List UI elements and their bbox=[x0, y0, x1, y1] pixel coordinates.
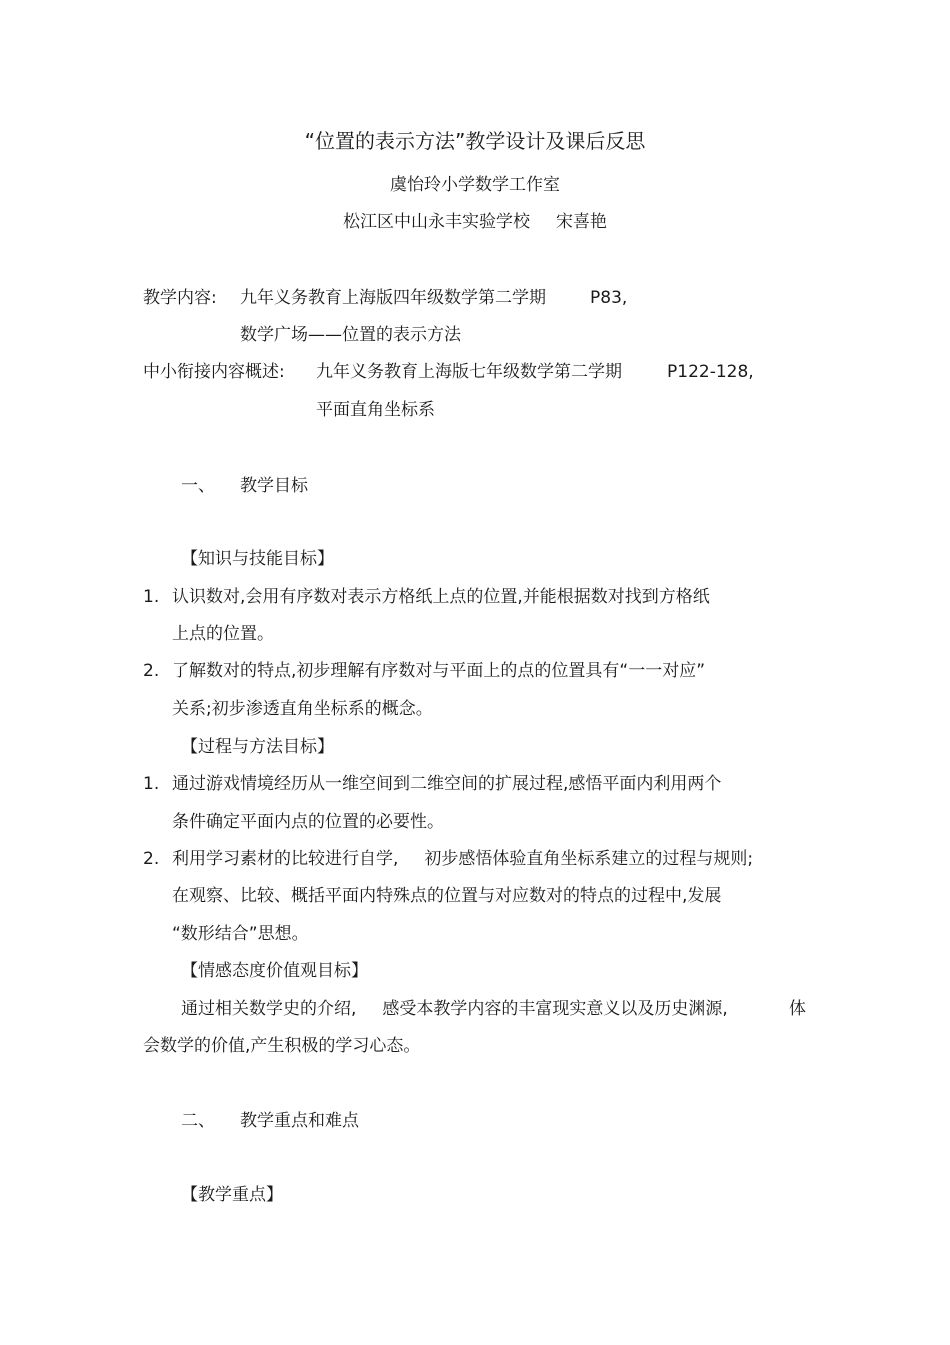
process-item-2-line1 bbox=[172, 851, 753, 868]
author-name: 宋喜艳 bbox=[556, 212, 607, 232]
emotion-line2: 会数学的价值,产生积极的学习心态。 bbox=[143, 1036, 421, 1056]
bridge-line1-page: P122-128, bbox=[667, 362, 754, 382]
emotion-line1-end: 体 bbox=[789, 999, 806, 1019]
process-item-2-line1-part2: 初步感悟体验直角坐标系建立的过程与规则; bbox=[424, 849, 754, 869]
emotion-heading: 【情感态度价值观目标】 bbox=[181, 961, 368, 981]
content-line2: 数学广场——位置的表示方法 bbox=[240, 325, 461, 345]
document-title: “位置的表示方法”教学设计及课后反思 bbox=[304, 129, 646, 153]
emotion-line1 bbox=[181, 1001, 728, 1018]
process-item-1-line1: 通过游戏情境经历从一维空间到二维空间的扩展过程,感悟平面内利用两个 bbox=[172, 774, 722, 794]
knowledge-item-1-line2: 上点的位置。 bbox=[172, 624, 274, 644]
focus-heading: 【教学重点】 bbox=[181, 1185, 283, 1205]
school-name: 松江区中山永丰实验学校 bbox=[343, 212, 530, 232]
section1-number: 一、 bbox=[181, 476, 215, 496]
section2-number: 二、 bbox=[181, 1111, 215, 1131]
content-label: 教学内容: bbox=[143, 288, 217, 308]
process-item-2-line3: “数形结合”思想。 bbox=[172, 924, 309, 944]
process-item-2-number: 2. bbox=[143, 849, 160, 869]
knowledge-item-2-line1: 了解数对的特点,初步理解有序数对与平面上的点的位置具有“一一对应” bbox=[172, 661, 706, 681]
process-item-2-line1-part1: 利用学习素材的比较进行自学, bbox=[172, 849, 399, 869]
bridge-line1-text: 九年义务教育上海版七年级数学第二学期 bbox=[316, 362, 622, 382]
author-line bbox=[0, 214, 950, 231]
process-heading: 【过程与方法目标】 bbox=[181, 737, 334, 757]
bridge-label: 中小衔接内容概述: bbox=[143, 362, 285, 382]
content-line1-text: 九年义务教育上海版四年级数学第二学期 bbox=[240, 288, 546, 308]
process-item-1-line2: 条件确定平面内点的位置的必要性。 bbox=[172, 812, 444, 832]
section1-heading: 教学目标 bbox=[240, 476, 308, 496]
knowledge-item-2-number: 2. bbox=[143, 661, 160, 681]
emotion-line1-part1: 通过相关数学史的介绍, bbox=[181, 999, 357, 1019]
section2-heading: 教学重点和难点 bbox=[240, 1111, 359, 1131]
knowledge-item-1-line1: 认识数对,会用有序数对表示方格纸上点的位置,并能根据数对找到方格纸 bbox=[172, 587, 710, 607]
content-line1-page: P83, bbox=[590, 288, 628, 308]
studio-name: 虞怡玲小学数学工作室 bbox=[390, 175, 560, 195]
process-item-2-line2: 在观察、比较、概括平面内特殊点的位置与对应数对的特点的过程中,发展 bbox=[172, 886, 722, 906]
emotion-line1-part2: 感受本教学内容的丰富现实意义以及历史渊源, bbox=[382, 999, 728, 1019]
knowledge-item-1-number: 1. bbox=[143, 587, 160, 607]
process-item-1-number: 1. bbox=[143, 774, 160, 794]
bridge-line2: 平面直角坐标系 bbox=[316, 400, 435, 420]
knowledge-item-2-line2: 关系;初步渗透直角坐标系的概念。 bbox=[172, 699, 433, 719]
knowledge-heading: 【知识与技能目标】 bbox=[181, 549, 334, 569]
